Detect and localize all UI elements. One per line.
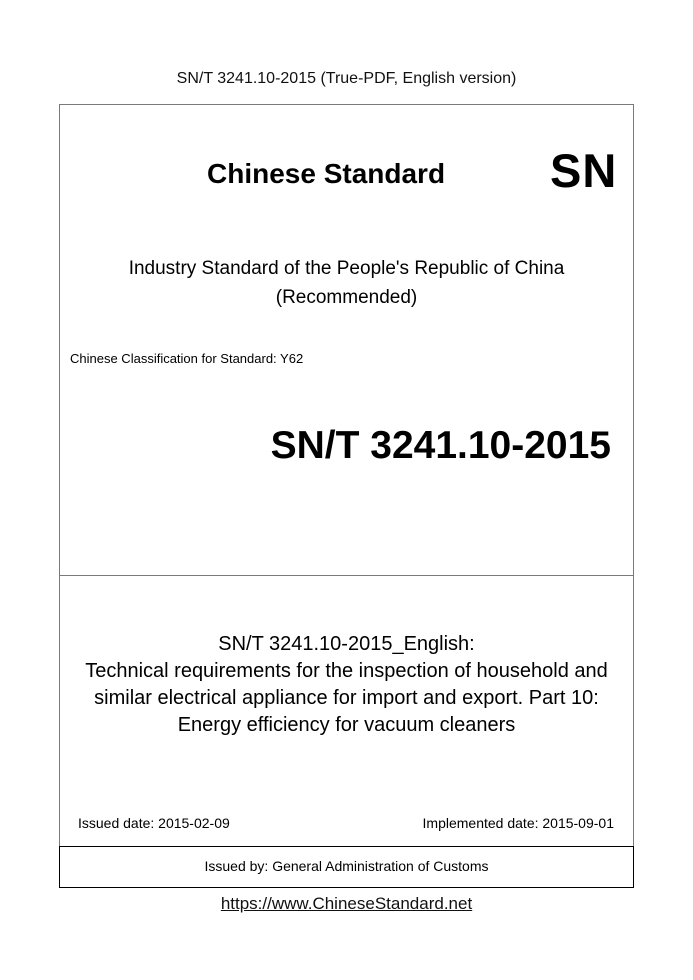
footer-link[interactable]: [0, 894, 693, 914]
implemented-date: Implemented date: 2015-09-01: [422, 815, 614, 831]
brand-mark: SN: [550, 144, 618, 197]
page-header: SN/T 3241.10-2015 (True-PDF, English version): [176, 70, 517, 87]
document-title: [59, 631, 634, 739]
org-line-2: (Recommended): [275, 287, 418, 308]
footer-link-text[interactable]: https://www.ChineseStandard.net: [220, 894, 473, 913]
org-line-1: Industry Standard of the People's Republic of China: [128, 258, 565, 279]
issued-by: Issued by: General Administration of Customs: [204, 858, 489, 874]
title-line: Energy efficiency for vacuum cleaners: [177, 714, 516, 736]
brand-title: Chinese Standard: [207, 158, 446, 189]
title-line: SN/T 3241.10-2015_English:: [218, 633, 475, 655]
issued-date: Issued date: 2015-02-09: [78, 815, 230, 831]
title-line: Technical requirements for the inspection of household and: [85, 660, 608, 682]
title-line: similar electrical appliance for import and export. Part 10:: [94, 687, 599, 709]
standard-code: SN/T 3241.10-2015: [270, 424, 611, 467]
classification: Chinese Classification for Standard: Y62: [70, 351, 304, 366]
